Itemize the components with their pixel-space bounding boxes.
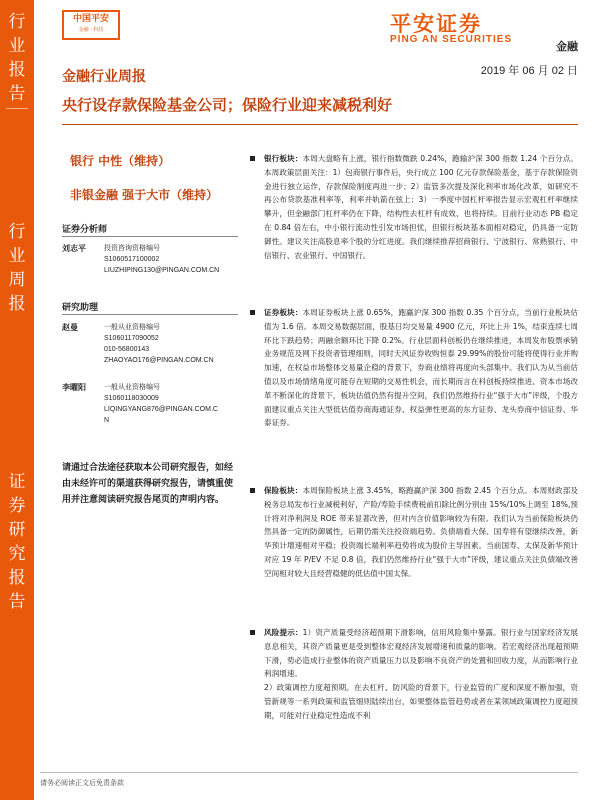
assistant-details [104,322,214,366]
assistant-detail-line: 一般从业资格编号 [104,324,160,331]
assistant-detail-line: S1060118030009 [104,395,159,402]
analyst-detail-line: 投资咨询资格编号 [104,245,160,252]
analyst-name: 刘志平 [62,244,86,253]
bullet-icon [250,310,255,315]
side-char: 行 [8,222,26,242]
brand-name: 平安证券 [390,12,482,36]
side-char: 行 [8,12,26,32]
side-char: 告 [8,592,26,612]
side-char: 券 [8,496,26,516]
analyst-divider [62,236,238,237]
side-char: 报 [8,568,26,588]
headline-divider [62,124,578,125]
analyst-email: LIUZHIPING130@PINGAN.COM.CN [104,267,220,274]
insurance-text: 本周保险板块上涨 3.45%，略跑赢沪深 300 指数 2.45 个百分点。本周财政部及税务总局发布行业减税利好，产险/寿险手续费税前扣除比例分别由 15%/10%上调至 18%,预计将对净利润及 ROE 带来显著改善，但对内含价值影响较为有限。我们认为当前保险板块仍然具备一定的防御属性，后期仍需关注投资端趋势。负债端看大保、国寿将有望继续改善，新华预计增速相对平稳；投资端长端利率趋势将成为股价主导因素。当前国寿、太保及新华预计对应 19 年 P/EV 不足 0.8 倍，我们仍然维持行业“强于大市”评级，建议重点关注负债端改善空间相对较大且经营稳健的低估值中国太保。 [264,486,579,578]
securities-text: 本周证券板块上涨 0.65%，跑赢沪深 300 指数 0.35 个百分点，当前行业板块估值为 1.6 倍。本周交易数据层面，股基日均交易量 4900 亿元，环比上升 1%，结束连续七周环比下跌趋势；两融余额环比下降 0.2%。行业层面科创板仍在继续推进，本周发布股票承销业务规范及网下投资者管理细则，同时天风证券收购恒泰 29.99%的股份可能将使得行业并购加速，在权益市场整体交易量企稳的背景下，券商业绩将再度向头部集中。我们认为从当前估值以及市场情绪角度可能存在短期的交易性机会，而长期而言在科创板持续推进、资本市场改革不断深化的背景下，板块估值仍然有提升空间，我们仍然维持行业“强于大市”评级，个股方面建议重点关注大型低估值券商海通证券、权益弹性更高的东方证券、龙头券商中信证券、华泰证券。 [264,308,579,428]
bullet-icon [250,488,255,493]
securities-section [250,306,578,430]
side-char: 证 [8,472,26,492]
assistant-name: 李曜阳 [62,383,86,392]
analyst-details [104,243,219,276]
insurance-label: 保险板块： [264,486,303,495]
bank-label: 银行板块： [264,154,303,163]
side-label-1 [0,10,34,106]
footer-divider [40,772,578,773]
securities-paragraph [264,306,578,430]
nonbank-rating: 非银金融 强于大市（维持） [70,188,219,202]
report-headline: 央行设存款保险基金公司；保险行业迎来减税利好 [62,96,393,114]
analyst-detail-line: S1060517100002 [104,256,160,263]
assistant-phone: 010-56800143 [104,346,150,353]
bank-rating: 银行 中性（维持） [70,154,171,168]
side-char: 告 [8,84,26,104]
insurance-section [250,484,578,581]
side-bar [0,0,34,800]
side-label-2 [0,220,34,316]
risk-label: 风险提示： [264,628,303,637]
logo-subtext: 金融 · 科技 [78,27,104,33]
assistant-divider [62,314,238,315]
industry-label: 金融 [556,40,578,53]
bank-text: 本周大盘略有上涨，银行指数微跌 0.24%，跑输沪深 300 指数 1.24 个百分点。本周政策层面关注：1）包商银行事件后，央行成立 100 亿元存款保险基金，基于存款保险资金进行独立运作，存款保险制度再进一步；2）监管多次提及深化利率市场化改革，如研究不再公布贷款基准利率等，利率并轨箭在弦上；3）一季度中国杠杆率报告显示宏观杠杆率继续攀升，但金融部门杠杆率仍在下降，结构性去杠杆有成效、也将持续。目前行业动态 PB 稳定在 0.84 倍左右，中小银行流动性引发市场担忧，但银行板块基本面相对稳定，仍具备一定防御性。建议关注高股息率个股的分红进度。我们继续推荐招商银行、宁波银行、常熟银行、中信银行、农业银行、中国银行。 [264,154,579,260]
risk-section [250,626,578,723]
side-label-3 [0,470,34,614]
analyst-section-title: 证券分析师 [62,225,108,235]
report-date: 2019 年 06 月 02 日 [480,65,578,77]
pingan-logo [62,10,120,40]
assistant-email: ZHAOYAO176@PINGAN.COM.CN [104,357,214,364]
logo-text: 中国平安 [72,14,109,24]
assistant-detail-line: S1060117090052 [104,335,159,342]
brand-name-en: PING AN SECURITIES [390,34,513,45]
report-type: 金融行业周报 [62,69,146,85]
assistant-section-title: 研究助理 [62,303,99,313]
footer-note: 请务必阅读正文后免责条款 [40,779,124,787]
risk-text: 1）资产质量受经济超预期下滑影响，信用风险集中暴露。银行业与国家经济发展息息相关，其资产质量更是受到整体宏观经济发展增速和质量的影响。若宏观经济出现超预期下滑，势必造成行业整体的资产质量压力以及影响不良资产的处置和回收力度，从而影响行业利润增速。 [264,628,579,679]
assistant-details [104,382,218,426]
risk-paragraph-2: 2）政策调控力度超预期。在去杠杆、防风险的背景下，行业监管的广度和深度不断加强，资管新规等一系列政策和监管细则陆续出台，如果整体监管趋势或者在某领域政策调控力度超预期，可能对行业稳定性造成不利 [264,683,578,720]
side-char: 周 [8,270,26,290]
side-char: 业 [8,246,26,266]
bullet-icon [250,156,255,161]
assistant-email: N [104,417,110,424]
securities-label: 证券板块： [264,308,303,317]
risk-paragraph [264,626,578,681]
side-char: 报 [8,294,26,314]
side-char: 报 [8,60,26,80]
bank-paragraph [264,152,578,262]
side-char: 业 [8,36,26,56]
insurance-paragraph [264,484,578,581]
bullet-icon [250,630,255,635]
assistant-email: LIQINGYANG876@PINGAN.COM.C [104,406,218,413]
side-char: 研 [8,520,26,540]
assistant-name: 赵曼 [62,323,78,332]
bank-section [250,152,578,262]
assistant-detail-line: 一般从业资格编号 [104,384,160,391]
disclaimer-note: 请通过合法途径获取本公司研究报告，如经由未经许可的渠道获得研究报告，请慎重使用并注意阅读研究报告尾页的声明内容。 [62,463,234,505]
side-divider [6,108,28,109]
side-char: 究 [8,544,26,564]
